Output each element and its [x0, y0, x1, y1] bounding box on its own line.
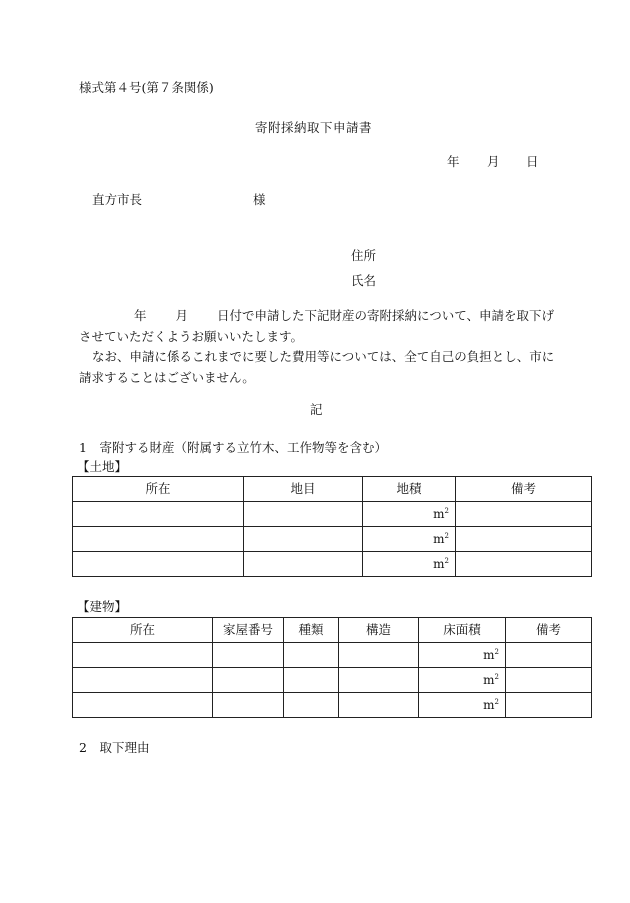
building-col-house-number: 家屋番号 [213, 618, 284, 643]
land-cell-category[interactable] [244, 527, 363, 552]
land-cell-category[interactable] [244, 552, 363, 577]
land-col-location: 所在 [73, 477, 244, 502]
land-label: 【土地】 [77, 459, 128, 474]
building-cell-floor-area[interactable]: $m^2$ [419, 693, 506, 718]
building-cell-floor-area[interactable]: $m^2$ [419, 643, 506, 668]
building-col-type: 種類 [284, 618, 339, 643]
building-label: 【建物】 [77, 599, 128, 614]
addressee-name: 直方市長 [92, 192, 143, 207]
land-table [72, 476, 592, 577]
request-year: 年 [134, 308, 147, 323]
building-cell-type[interactable] [284, 643, 339, 668]
land-cell-location[interactable] [73, 527, 244, 552]
land-cell-remarks[interactable] [456, 502, 592, 527]
land-cell-area[interactable]: $m^2$ [363, 552, 456, 577]
land-cell-remarks[interactable] [456, 527, 592, 552]
building-cell-house-number[interactable] [213, 693, 284, 718]
request-month: 月 [175, 308, 189, 323]
building-row [73, 643, 592, 668]
land-col-category: 地目 [244, 477, 363, 502]
building-cell-structure[interactable] [339, 668, 419, 693]
land-row [73, 552, 592, 577]
building-cell-floor-area[interactable]: $m^2$ [419, 668, 506, 693]
land-cell-location[interactable] [73, 502, 244, 527]
building-cell-type[interactable] [284, 668, 339, 693]
building-col-floor-area: 床面積 [419, 618, 506, 643]
date-year: 年 [447, 154, 460, 169]
date-month: 月 [487, 154, 500, 169]
request-text: 日付で申請した下記財産の寄附採納について、申請を取下げさせていただくようお願いいたします。 [79, 308, 555, 344]
document-title: 寄附採納取下申請書 [255, 120, 373, 135]
land-col-remarks: 備考 [456, 477, 592, 502]
building-cell-structure[interactable] [339, 693, 419, 718]
land-cell-area[interactable]: $m^2$ [363, 502, 456, 527]
building-cell-remarks[interactable] [506, 668, 592, 693]
building-header-row [73, 618, 592, 643]
land-row [73, 527, 592, 552]
building-cell-location[interactable] [73, 643, 213, 668]
addressee-honorific: 様 [253, 192, 266, 207]
building-col-structure: 構造 [339, 618, 419, 643]
notice-paragraph: なお、申請に係るこれまでに要した費用等については、全て自己の負担とし、市に請求することはございません。 [79, 349, 555, 385]
building-cell-house-number[interactable] [213, 643, 284, 668]
request-paragraph [79, 306, 559, 347]
building-row [73, 693, 592, 718]
building-table [72, 617, 592, 718]
building-cell-remarks[interactable] [506, 643, 592, 668]
land-cell-location[interactable] [73, 552, 244, 577]
building-row [73, 668, 592, 693]
land-cell-category[interactable] [244, 502, 363, 527]
building-col-remarks: 備考 [506, 618, 592, 643]
land-col-area: 地積 [363, 477, 456, 502]
name-label: 氏名 [351, 273, 377, 288]
section2-heading: 2 取下理由 [79, 740, 150, 755]
land-cell-area[interactable]: $m^2$ [363, 527, 456, 552]
land-header-row [73, 477, 592, 502]
building-cell-type[interactable] [284, 693, 339, 718]
building-cell-structure[interactable] [339, 643, 419, 668]
section1-heading: 1 寄附する財産（附属する立竹木、工作物等を含む） [79, 440, 387, 455]
building-col-location: 所在 [73, 618, 213, 643]
date-day: 日 [526, 154, 539, 169]
building-cell-location[interactable] [73, 668, 213, 693]
land-row [73, 502, 592, 527]
land-cell-remarks[interactable] [456, 552, 592, 577]
building-cell-remarks[interactable] [506, 693, 592, 718]
building-cell-location[interactable] [73, 693, 213, 718]
address-label: 住所 [351, 248, 377, 263]
ki-heading: 記 [310, 402, 323, 417]
building-cell-house-number[interactable] [213, 668, 284, 693]
form-number: 様式第４号(第７条関係) [79, 80, 214, 95]
